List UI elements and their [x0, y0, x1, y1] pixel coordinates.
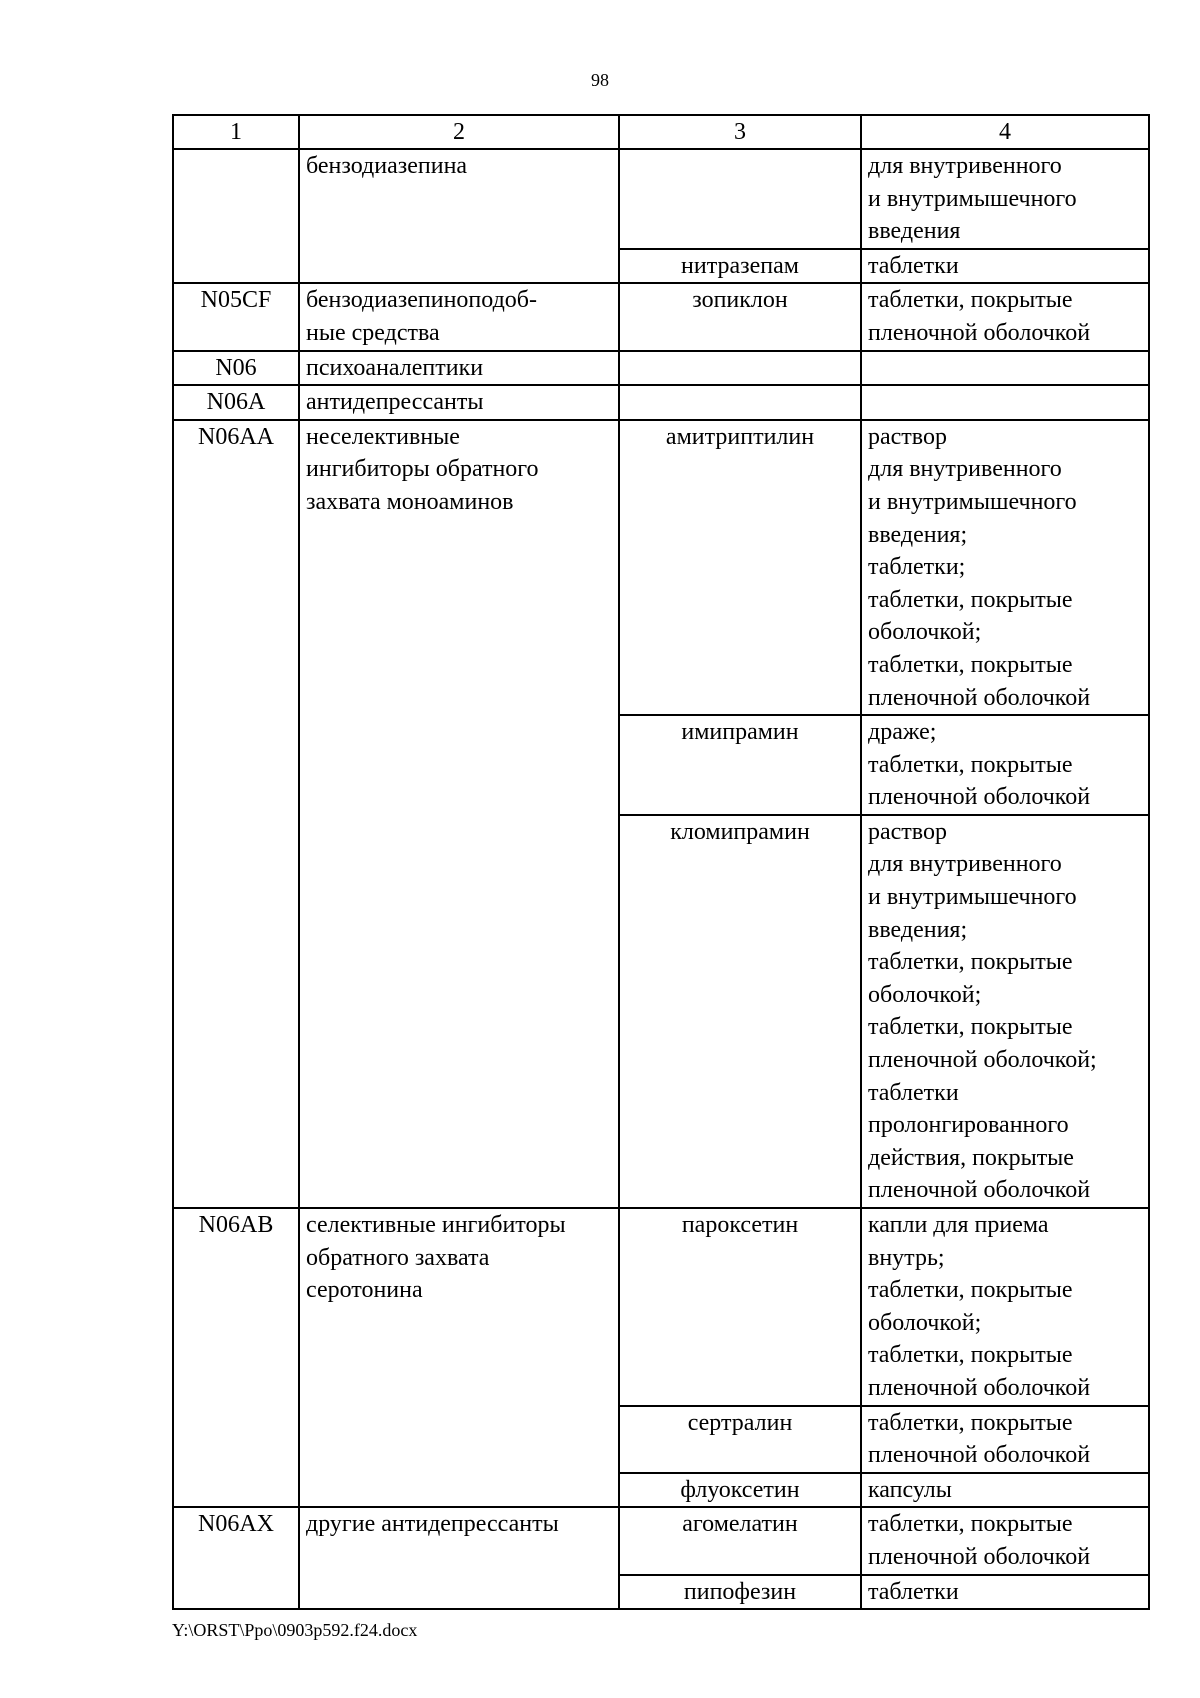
- group-name-line: обратного захвата: [306, 1244, 490, 1271]
- table-row: [173, 420, 1149, 715]
- group-name-cell: [299, 351, 619, 386]
- column-header-3: 3: [619, 115, 861, 149]
- dosage-form-cell: [861, 1208, 1149, 1406]
- dosage-form-line: таблетки, покрытые: [868, 1511, 1073, 1538]
- dosage-form-line: пленочной оболочкой;: [868, 1047, 1097, 1074]
- dosage-form-line: для внутривенного: [868, 153, 1062, 179]
- dosage-form-line: таблетки: [868, 1578, 959, 1605]
- inn-cell: пипофезин: [619, 1575, 861, 1610]
- inn-cell: флуоксетин: [619, 1473, 861, 1508]
- group-name-line: захвата моноаминов: [306, 488, 514, 515]
- dosage-form-line: и внутримышечного: [868, 185, 1077, 212]
- table-row: [173, 283, 1149, 350]
- dosage-form-line: пленочной оболочкой: [868, 1442, 1091, 1469]
- dosage-form-line: для внутривенного: [868, 851, 1062, 878]
- atc-code-cell: N06AB: [173, 1208, 299, 1507]
- dosage-form-line: действия, покрытые: [868, 1144, 1074, 1171]
- dosage-form-cell: [861, 351, 1149, 386]
- inn-cell: зопиклон: [619, 283, 861, 350]
- group-name-line: психоаналептики: [306, 354, 484, 381]
- inn-cell: [619, 149, 861, 249]
- dosage-form-line: капсулы: [868, 1476, 952, 1503]
- dosage-form-line: таблетки;: [868, 554, 966, 581]
- column-header-1: 1: [173, 115, 299, 149]
- dosage-form-line: таблетки: [868, 1079, 959, 1106]
- dosage-form-cell: [861, 385, 1149, 420]
- page-number: 98: [591, 70, 609, 90]
- dosage-form-line: таблетки, покрытые: [868, 651, 1073, 678]
- dosage-form-line: таблетки, покрытые: [868, 949, 1073, 976]
- atc-code-cell: N06AA: [173, 420, 299, 1208]
- dosage-form-line: раствор: [868, 423, 947, 450]
- dosage-form-line: оболочкой;: [868, 619, 982, 646]
- dosage-form-line: для внутривенного: [868, 456, 1062, 483]
- inn-cell: нитразепам: [619, 249, 861, 284]
- inn-cell: амитриптилин: [619, 420, 861, 715]
- dosage-form-line: драже;: [868, 719, 937, 746]
- dosage-form-line: пленочной оболочкой: [868, 784, 1091, 811]
- dosage-form-line: и внутримышечного: [868, 488, 1077, 515]
- inn-cell: [619, 351, 861, 386]
- dosage-form-cell: [861, 1406, 1149, 1473]
- table-row: [173, 1507, 1149, 1574]
- group-name-cell: [299, 385, 619, 420]
- dosage-form-cell: [861, 815, 1149, 1208]
- header-row: [173, 115, 1149, 149]
- dosage-form-line: пленочной оболочкой: [868, 1374, 1091, 1401]
- dosage-form-line: и внутримышечного: [868, 884, 1077, 911]
- atc-code-cell: N06A: [173, 385, 299, 420]
- dosage-form-cell: [861, 249, 1149, 284]
- inn-cell: кломипрамин: [619, 815, 861, 1208]
- dosage-form-line: введения: [868, 218, 961, 245]
- atc-code-cell: N06AX: [173, 1507, 299, 1609]
- dosage-form-line: таблетки, покрытые: [868, 1014, 1073, 1041]
- group-name-cell: [299, 283, 619, 350]
- group-name-line: ингибиторы обратного: [306, 456, 539, 483]
- group-name-line: селективные ингибиторы: [306, 1212, 566, 1238]
- dosage-form-line: таблетки, покрытые: [868, 1342, 1073, 1369]
- group-name-cell: [299, 1507, 619, 1609]
- group-name-line: ные средства: [306, 319, 440, 346]
- dosage-form-line: таблетки, покрытые: [868, 751, 1073, 778]
- column-header-2: 2: [299, 115, 619, 149]
- dosage-form-cell: [861, 420, 1149, 715]
- group-name-line: бензодиазепиноподоб-: [306, 287, 537, 314]
- group-name-line: антидепрессанты: [306, 389, 484, 416]
- atc-code-cell: N05CF: [173, 283, 299, 350]
- dosage-form-line: введения;: [868, 916, 968, 943]
- dosage-form-line: раствор: [868, 818, 947, 845]
- dosage-form-line: пленочной оболочкой: [868, 1177, 1091, 1204]
- dosage-form-line: таблетки, покрытые: [868, 287, 1073, 314]
- table-row: [173, 351, 1149, 386]
- column-header-4: 4: [861, 115, 1149, 149]
- dosage-form-line: введения;: [868, 521, 968, 548]
- atc-code-cell: [173, 149, 299, 283]
- table-row: [173, 385, 1149, 420]
- group-name-cell: [299, 420, 619, 1208]
- dosage-form-cell: [861, 149, 1149, 249]
- dosage-form-line: таблетки: [868, 252, 959, 279]
- dosage-form-line: пленочной оболочкой: [868, 684, 1091, 711]
- inn-cell: пароксетин: [619, 1208, 861, 1406]
- dosage-form-line: таблетки, покрытые: [868, 1277, 1073, 1304]
- dosage-form-line: оболочкой;: [868, 981, 982, 1008]
- inn-cell: имипрамин: [619, 715, 861, 815]
- dosage-form-line: таблетки, покрытые: [868, 1409, 1073, 1436]
- inn-cell: [619, 385, 861, 420]
- dosage-form-line: пленочной оболочкой: [868, 319, 1091, 346]
- group-name-cell: [299, 149, 619, 283]
- drug-table: [172, 114, 1150, 1610]
- dosage-form-line: внутрь;: [868, 1244, 945, 1271]
- atc-code-cell: N06: [173, 351, 299, 386]
- dosage-form-cell: [861, 1473, 1149, 1508]
- table-row: [173, 149, 1149, 249]
- dosage-form-line: пленочной оболочкой: [868, 1543, 1091, 1570]
- table-row: [173, 1208, 1149, 1406]
- dosage-form-line: оболочкой;: [868, 1309, 982, 1336]
- group-name-line: серотонина: [306, 1277, 423, 1304]
- dosage-form-line: капли для приема: [868, 1212, 1049, 1238]
- dosage-form-cell: [861, 715, 1149, 815]
- dosage-form-cell: [861, 283, 1149, 350]
- group-name-line: бензодиазепина: [306, 153, 468, 179]
- dosage-form-cell: [861, 1507, 1149, 1574]
- group-name-cell: [299, 1208, 619, 1507]
- inn-cell: агомелатин: [619, 1507, 861, 1574]
- footer-file-path: Y:\ORST\Ppo\0903p592.f24.docx: [172, 1620, 418, 1640]
- dosage-form-line: пролонгированного: [868, 1112, 1069, 1139]
- inn-cell: сертралин: [619, 1406, 861, 1473]
- dosage-form-line: таблетки, покрытые: [868, 586, 1073, 613]
- group-name-line: другие антидепрессанты: [306, 1511, 559, 1538]
- dosage-form-cell: [861, 1575, 1149, 1610]
- group-name-line: неселективные: [306, 423, 460, 450]
